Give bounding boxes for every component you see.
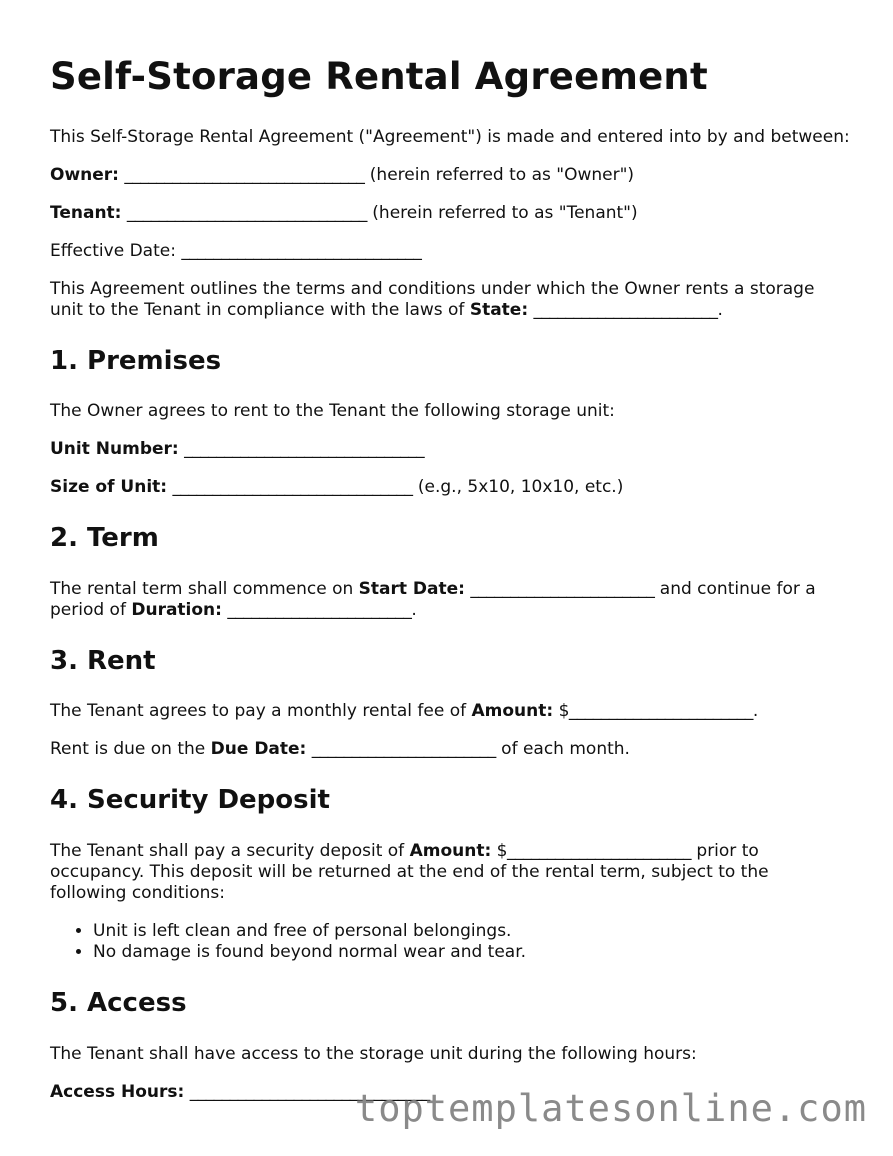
unit-number-line bbox=[50, 439, 850, 460]
rent-amount-label: Amount: bbox=[471, 701, 554, 722]
due-date-label: Due Date: bbox=[210, 739, 307, 760]
section-rent-heading: 3. Rent bbox=[50, 645, 156, 676]
outline-end: . bbox=[717, 299, 723, 320]
deposit-text-2: prior to occupancy. This deposit will be returned at the end of the rental term, subject to the following conditions: bbox=[50, 840, 769, 903]
premises-text: The Owner agrees to rent to the Tenant the following storage unit: bbox=[50, 401, 615, 422]
unit-size-line bbox=[50, 477, 850, 498]
section-access-heading: 5. Access bbox=[50, 987, 187, 1018]
tenant-label: Tenant: bbox=[50, 202, 122, 223]
access-hours-label: Access Hours: bbox=[50, 1081, 185, 1102]
start-date-label: Start Date: bbox=[358, 578, 465, 599]
rent-amount-blank[interactable]: $_______________________ bbox=[558, 701, 753, 722]
effective-date-line bbox=[50, 241, 850, 262]
intro-paragraph: This Self-Storage Rental Agreement ("Agreement") is made and entered into by and between: bbox=[50, 126, 850, 147]
owner-blank[interactable]: ______________________________ bbox=[124, 164, 365, 185]
owner-suffix: (herein referred to as "Owner") bbox=[369, 164, 635, 185]
tenant-line bbox=[50, 203, 850, 224]
term-text-2: and continue for a period of bbox=[50, 578, 816, 620]
unit-number-blank[interactable]: ______________________________ bbox=[184, 439, 425, 460]
deposit-paragraph bbox=[50, 841, 850, 904]
watermark: toptemplatesonline.com bbox=[354, 1087, 867, 1130]
outline-paragraph bbox=[50, 279, 850, 321]
due-date-blank[interactable]: _______________________ bbox=[311, 739, 496, 760]
access-hours-blank[interactable]: ______________________________ bbox=[189, 1081, 430, 1102]
state-label: State: bbox=[469, 299, 529, 320]
duration-label: Duration: bbox=[131, 599, 222, 620]
effective-date-label: Effective Date: bbox=[50, 240, 176, 261]
outline-text: This Agreement outlines the terms and conditions under which the Owner rents a storage unit to the Tenant in compliance with the laws of bbox=[50, 278, 815, 320]
state-blank[interactable]: _______________________ bbox=[533, 299, 718, 320]
unit-size-blank[interactable]: ______________________________ bbox=[172, 477, 413, 498]
access-text: The Tenant shall have access to the storage unit during the following hours: bbox=[50, 1043, 697, 1064]
term-text-1: The rental term shall commence on bbox=[50, 578, 354, 599]
effective-date-blank[interactable]: ______________________________ bbox=[181, 240, 422, 261]
list-item: • Unit is left clean and free of personal belongings. bbox=[93, 921, 850, 942]
document-title: Self-Storage Rental Agreement bbox=[50, 55, 708, 98]
section-term-heading: 2. Term bbox=[50, 523, 159, 554]
deposit-text-1: The Tenant shall pay a security deposit of bbox=[50, 840, 405, 861]
term-end: . bbox=[411, 599, 417, 620]
term-paragraph bbox=[50, 579, 850, 621]
owner-label: Owner: bbox=[50, 164, 119, 185]
list-item: • No damage is found beyond normal wear and tear. bbox=[93, 942, 850, 963]
unit-size-label: Size of Unit: bbox=[50, 477, 168, 498]
owner-line bbox=[50, 165, 850, 186]
unit-size-suffix: (e.g., 5x10, 10x10, etc.) bbox=[417, 477, 624, 498]
duration-blank[interactable]: _______________________ bbox=[227, 599, 412, 620]
deposit-conditions-list bbox=[50, 921, 850, 963]
start-date-blank[interactable]: _______________________ bbox=[470, 578, 655, 599]
section-premises-heading: 1. Premises bbox=[50, 345, 222, 376]
due-text-1: Rent is due on the bbox=[50, 739, 206, 760]
unit-number-label: Unit Number: bbox=[50, 439, 179, 460]
deposit-amount-label: Amount: bbox=[409, 840, 492, 861]
section-deposit-heading: 4. Security Deposit bbox=[50, 785, 330, 816]
due-date-paragraph bbox=[50, 739, 850, 760]
rent-end: . bbox=[752, 701, 759, 722]
document-page bbox=[50, 56, 850, 1120]
tenant-suffix: (herein referred to as "Tenant") bbox=[372, 202, 638, 223]
deposit-amount-blank[interactable]: $_______________________ bbox=[496, 840, 691, 861]
due-text-2: of each month. bbox=[501, 739, 630, 760]
rent-text-1: The Tenant agrees to pay a monthly rental fee of bbox=[50, 701, 467, 722]
rent-paragraph bbox=[50, 701, 850, 722]
tenant-blank[interactable]: ______________________________ bbox=[126, 202, 367, 223]
